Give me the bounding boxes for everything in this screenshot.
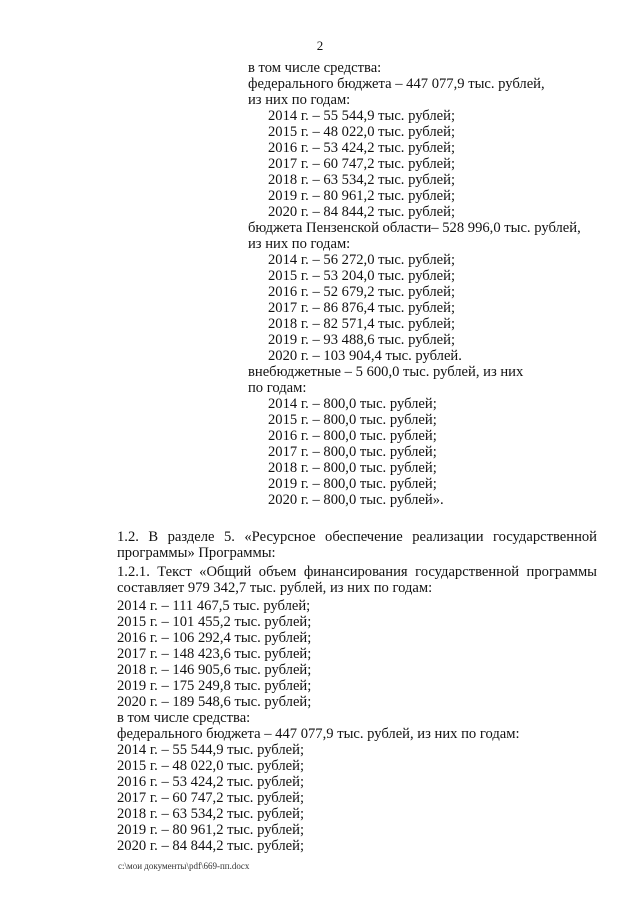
extrabudget-year-line: 2016 г. – 800,0 тыс. рублей;: [268, 428, 437, 444]
total-year-line: 2015 г. – 101 455,2 тыс. рублей;: [117, 614, 312, 630]
footer-file-path: c:\мои документы\pdf\669-пп.docx: [118, 861, 250, 871]
text-line: из них по годам:: [248, 92, 351, 108]
federal-year-line: 2020 г. – 84 844,2 тыс. рублей;: [117, 838, 304, 854]
total-year-line: 2016 г. – 106 292,4 тыс. рублей;: [117, 630, 312, 646]
regional-year-line: 2014 г. – 56 272,0 тыс. рублей;: [268, 252, 455, 268]
federal-year-line: 2019 г. – 80 961,2 тыс. рублей;: [117, 822, 304, 838]
regional-year-line: 2016 г. – 52 679,2 тыс. рублей;: [268, 284, 455, 300]
total-year-line: 2018 г. – 146 905,6 тыс. рублей;: [117, 662, 312, 678]
page-number: 2: [316, 38, 324, 53]
total-year-line: 2014 г. – 111 467,5 тыс. рублей;: [117, 598, 311, 614]
text-line: федерального бюджета – 447 077,9 тыс. рублей,: [248, 76, 545, 92]
total-year-line: 2020 г. – 189 548,6 тыс. рублей;: [117, 694, 312, 710]
text-line: федерального бюджета – 447 077,9 тыс. рублей, из них по годам:: [117, 726, 520, 742]
regional-year-line: 2015 г. – 53 204,0 тыс. рублей;: [268, 268, 455, 284]
text-line: из них по годам:: [248, 236, 351, 252]
paragraph-1-2-1: 1.2.1. Текст «Общий объем финансирования государственной программы составляет 979 342,7 тыс. рублей, из них по годам:: [117, 564, 597, 596]
extrabudget-year-line: 2014 г. – 800,0 тыс. рублей;: [268, 396, 437, 412]
federal-year-line: 2015 г. – 48 022,0 тыс. рублей;: [117, 758, 304, 774]
federal-year-line: 2016 г. – 53 424,2 тыс. рублей;: [268, 140, 455, 156]
federal-year-line: 2019 г. – 80 961,2 тыс. рублей;: [268, 188, 455, 204]
regional-year-line: 2019 г. – 93 488,6 тыс. рублей;: [268, 332, 455, 348]
federal-year-line: 2018 г. – 63 534,2 тыс. рублей;: [268, 172, 455, 188]
extrabudget-year-line: 2015 г. – 800,0 тыс. рублей;: [268, 412, 437, 428]
extrabudget-year-line: 2018 г. – 800,0 тыс. рублей;: [268, 460, 437, 476]
federal-year-line: 2017 г. – 60 747,2 тыс. рублей;: [268, 156, 455, 172]
federal-year-line: 2014 г. – 55 544,9 тыс. рублей;: [117, 742, 304, 758]
total-year-line: 2017 г. – 148 423,6 тыс. рублей;: [117, 646, 312, 662]
regional-year-line: 2017 г. – 86 876,4 тыс. рублей;: [268, 300, 455, 316]
federal-year-line: 2016 г. – 53 424,2 тыс. рублей;: [117, 774, 304, 790]
extrabudget-year-line: 2020 г. – 800,0 тыс. рублей».: [268, 492, 444, 508]
total-year-line: 2019 г. – 175 249,8 тыс. рублей;: [117, 678, 312, 694]
regional-year-line: 2020 г. – 103 904,4 тыс. рублей.: [268, 348, 462, 364]
text-line: в том числе средства:: [248, 60, 382, 76]
federal-year-line: 2015 г. – 48 022,0 тыс. рублей;: [268, 124, 455, 140]
paragraph-1-2: 1.2. В разделе 5. «Ресурсное обеспечение реализации государственной программы» Программы:: [117, 529, 597, 561]
paragraph-1-2-wrap: [117, 513, 597, 561]
regional-year-line: 2018 г. – 82 571,4 тыс. рублей;: [268, 316, 455, 332]
federal-year-line: 2017 г. – 60 747,2 тыс. рублей;: [117, 790, 304, 806]
federal-year-line: 2020 г. – 84 844,2 тыс. рублей;: [268, 204, 455, 220]
section-5-amendment: [117, 513, 597, 854]
funding-block-continuation: [248, 60, 608, 508]
extrabudget-year-line: 2017 г. – 800,0 тыс. рублей;: [268, 444, 437, 460]
text-line: в том числе средства:: [117, 710, 251, 726]
federal-year-line: 2014 г. – 55 544,9 тыс. рублей;: [268, 108, 455, 124]
text-line: по годам:: [248, 380, 307, 396]
text-line: внебюджетные – 5 600,0 тыс. рублей, из них: [248, 364, 524, 380]
federal-year-line: 2018 г. – 63 534,2 тыс. рублей;: [117, 806, 304, 822]
text-line: бюджета Пензенской области– 528 996,0 тыс. рублей,: [248, 220, 581, 236]
extrabudget-year-line: 2019 г. – 800,0 тыс. рублей;: [268, 476, 437, 492]
